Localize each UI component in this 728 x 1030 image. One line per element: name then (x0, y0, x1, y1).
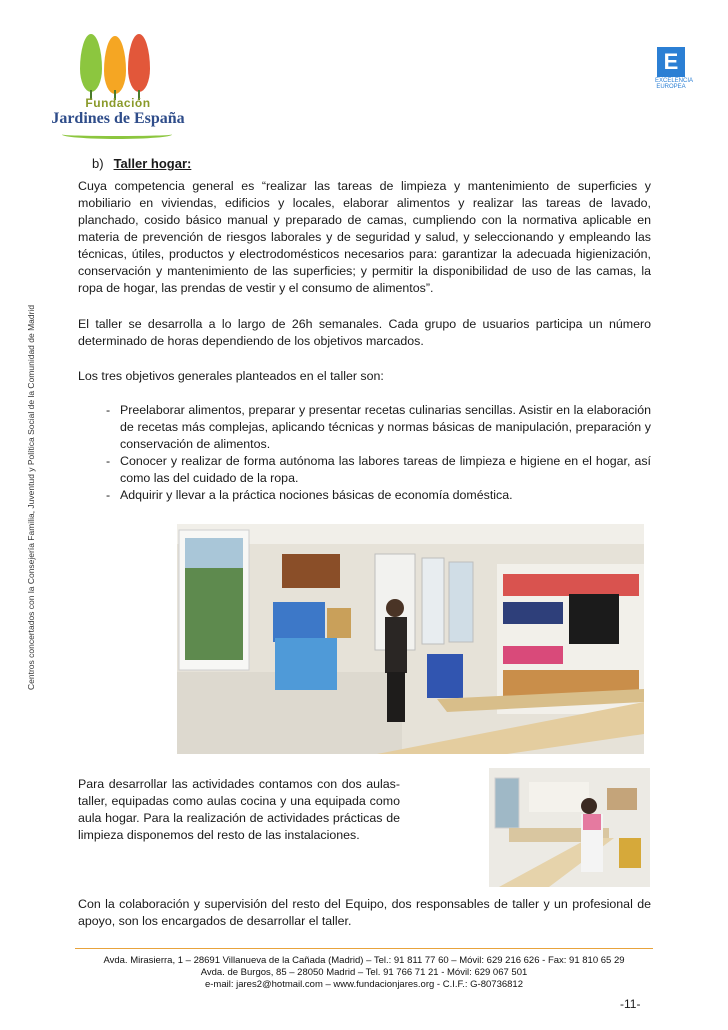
list-item: - Adquirir y llevar a la práctica nociones básicas de economía doméstica. (104, 487, 651, 504)
collaboration-paragraph: Con la colaboración y supervisión del resto del Equipo, dos responsables de taller y un profesional de apoyo, son los encargados de desarrollar el taller. (78, 897, 651, 929)
list-item: - Conocer y realizar de forma autónoma las labores tareas de limpieza e higiene en el hogar, así como las del cuidado de la ropa. (104, 453, 651, 487)
logo-name-text: Jardines de España (51, 110, 185, 127)
orange-leaf-icon (104, 36, 126, 94)
section-heading (92, 156, 191, 171)
footer-rule (75, 948, 653, 949)
section-label: b) (92, 156, 104, 171)
badge-caption: EXCELENCIA EUROPEA (655, 78, 694, 90)
logo-fundacion-text: Fundación (85, 96, 151, 110)
sidebar-vertical-text: Centros concertados con la Consejería Familia, Juventud y Política Social de la Comunidad de Madrid (26, 304, 36, 690)
kitchen-photo (489, 768, 650, 887)
footer-contact: e-mail: jares2@hotmail.com – www.fundacionjares.org - C.I.F.: G-80736812 (204, 979, 523, 990)
logo-swoosh-icon (62, 130, 172, 139)
footer-address-2: Avda. de Burgos, 85 – 28050 Madrid – Tel. 91 766 71 21 - Móvil: 629 067 501 (200, 967, 528, 978)
page-number: -11- (620, 997, 641, 1011)
objectives-intro: Los tres objetivos generales planteados en el taller son: (78, 369, 384, 384)
excellence-badge (655, 47, 694, 90)
workshop-photo-illustration (177, 524, 644, 754)
classrooms-paragraph: Para desarrollar las actividades contamos con dos aulas-taller, equipadas como aulas cocina y una equipada como aula hogar. Para la realización de actividades prácticas de limpieza disponemos del resto de las instalaciones. (78, 777, 400, 843)
badge-letter: E (657, 47, 685, 77)
hours-paragraph: El taller se desarrolla a lo largo de 26h semanales. Cada grupo de usuarios participa un número determinado de horas dependiendo de los objetivos marcados. (78, 317, 651, 349)
workshop-photo (177, 524, 644, 754)
foundation-logo (48, 34, 188, 138)
section-title: Taller hogar: (113, 156, 192, 171)
objectives-list (104, 402, 651, 504)
list-item: - Preelaborar alimentos, preparar y presentar recetas culinarias sencillas. Asistir en la elaboración de recetas más complejas, aplicando técnicas y normas básicas de manipulación, preparación y conservación de alimentos. (104, 402, 651, 453)
competence-paragraph: Cuya competencia general es “realizar las tareas de limpieza y mantenimiento de superficies y mobiliario en viviendas, edificios y locales, elaborar alimentos y realizar las tareas de lavado, planchado, cosido básico manual y preparado de camas, cumpliendo con la normativa aplicable en materia de prevención de riesgos laborales y de seguridad y salud, y seleccionando y empleando las técnicas, útiles, productos y electrodomésticos necesarios para: garantizar la adecuada higienización, conservación y mantenimiento de las superficies; y permitir la disponibilidad de uso de las camas, la ropa de hogar, las prendas de vestir y el consumo de alimentos”. (78, 179, 651, 296)
red-leaf-icon (128, 34, 150, 92)
footer-address-1: Avda. Mirasierra, 1 – 28691 Villanueva de la Cañada (Madrid) – Tel.: 91 811 77 60 – Móvil: 629 216 626 - Fax: 91 810 65 29 (103, 955, 625, 966)
green-leaf-icon (80, 34, 102, 92)
kitchen-photo-illustration (489, 768, 650, 887)
